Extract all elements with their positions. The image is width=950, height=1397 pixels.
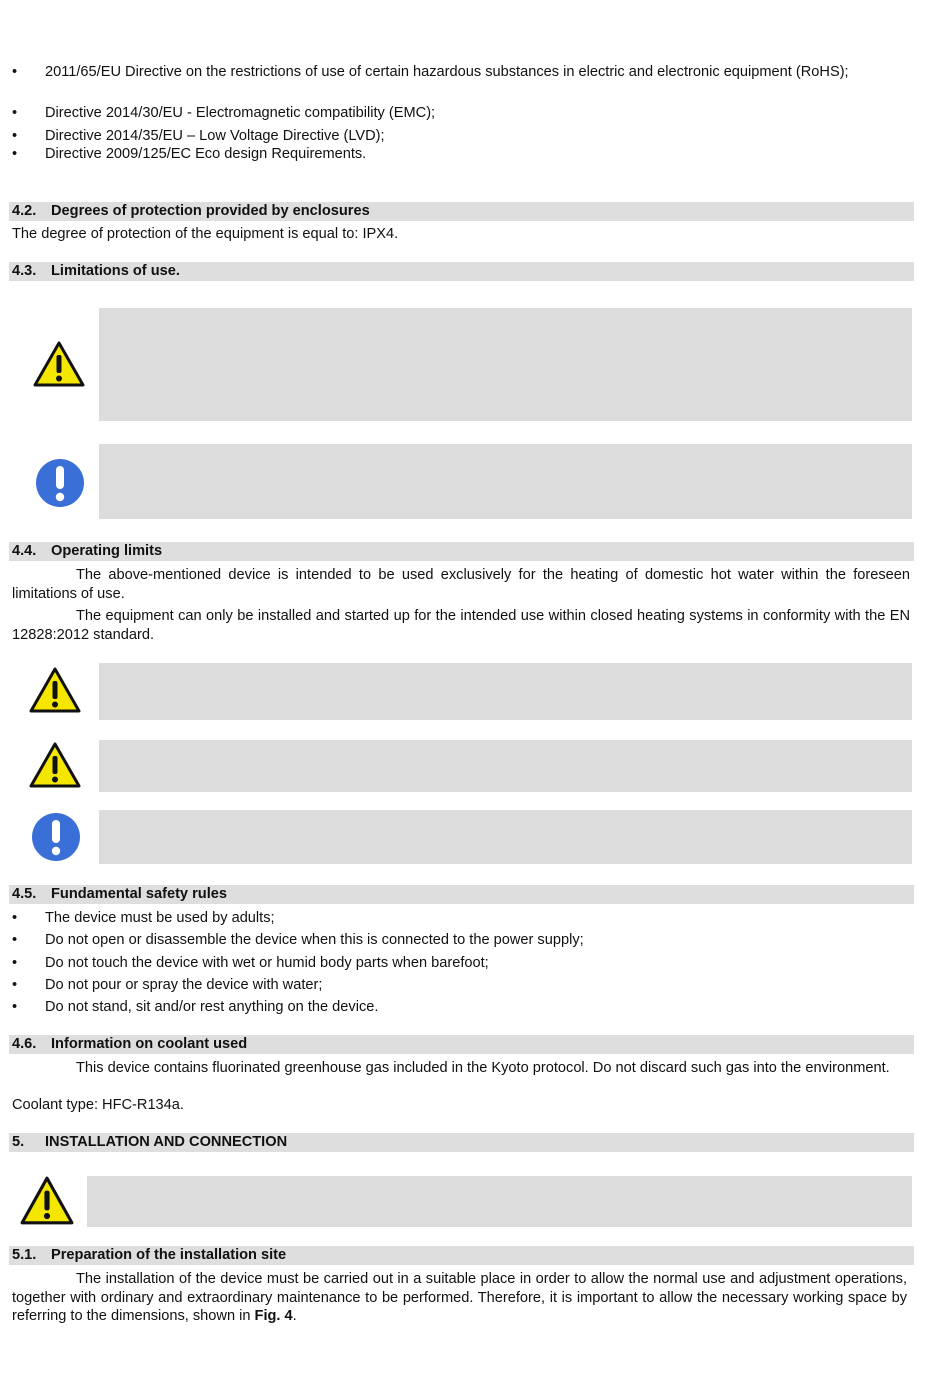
warning-notice-box	[99, 740, 912, 792]
section-number: 4.2.	[12, 203, 37, 219]
section-number: 4.4.	[12, 543, 37, 559]
section-title: Fundamental safety rules	[51, 886, 227, 902]
bullet: •	[12, 64, 18, 80]
figure-reference: Fig. 4	[254, 1308, 293, 1324]
section-header-4-3	[9, 262, 914, 281]
section-number: 4.3.	[12, 263, 37, 279]
list-item-text: 2011/65/EU Directive on the restrictions of use of certain hazardous substances in electric and electronic equipment (RoHS);	[45, 64, 849, 80]
list-item-text: Do not pour or spray the device with water;	[45, 977, 323, 993]
section-title: Information on coolant used	[51, 1036, 248, 1052]
information-notice-box	[99, 444, 912, 519]
section-header-5-1	[9, 1246, 914, 1265]
bullet: •	[12, 932, 18, 948]
list-item-text: Directive 2014/35/EU – Low Voltage Directive (LVD);	[45, 128, 385, 144]
section-header-4-5	[9, 885, 914, 904]
paragraph-end: .	[292, 1308, 297, 1324]
information-notice-box	[99, 810, 912, 864]
warning-notice-box	[99, 308, 912, 421]
bullet: •	[12, 955, 18, 971]
list-item-text: Do not open or disassemble the device when this is connected to the power supply;	[45, 932, 584, 948]
section-title: Limitations of use.	[51, 263, 180, 279]
warning-notice-box	[99, 663, 912, 720]
section-header-4-4	[9, 542, 914, 561]
warning-triangle-icon	[28, 666, 82, 714]
bullet: •	[12, 146, 18, 162]
list-item-text: Do not stand, sit and/or rest anything on the device.	[45, 999, 379, 1015]
mandatory-exclamation-icon	[35, 458, 85, 508]
bullet: •	[12, 977, 18, 993]
section-title: INSTALLATION AND CONNECTION	[45, 1134, 288, 1150]
paragraph: The degree of protection of the equipment is equal to: IPX4.	[12, 226, 399, 242]
paragraph	[12, 1059, 910, 1078]
warning-triangle-icon	[32, 340, 86, 388]
section-number: 5.	[12, 1134, 25, 1150]
paragraph	[12, 1270, 907, 1326]
bullet: •	[12, 999, 18, 1015]
section-title: Degrees of protection provided by enclosures	[51, 203, 370, 219]
bullet: •	[12, 105, 18, 121]
section-header-4-2	[9, 202, 914, 221]
list-item-text: Directive 2009/125/EC Eco design Requirements.	[45, 146, 367, 162]
mandatory-exclamation-icon	[31, 812, 81, 862]
section-header-5	[9, 1133, 914, 1152]
section-title: Preparation of the installation site	[51, 1247, 287, 1263]
warning-triangle-icon	[28, 741, 82, 789]
section-title: Operating limits	[51, 543, 163, 559]
paragraph	[12, 566, 910, 603]
section-number: 5.1.	[12, 1247, 37, 1263]
paragraph-text: The above-mentioned device is intended to be used exclusively for the heating of domestic hot water within the foreseen limitations of use.	[12, 567, 910, 602]
paragraph: Coolant type: HFC-R134a.	[12, 1097, 184, 1113]
section-number: 4.6.	[12, 1036, 37, 1052]
warning-notice-box	[87, 1176, 912, 1227]
list-item-text: The device must be used by adults;	[45, 910, 275, 926]
paragraph	[12, 607, 910, 644]
paragraph-text: The installation of the device must be carried out in a suitable place in order to allow the normal use and adjustment operations, together with ordinary and extraordinary maintenance to be performed. Therefore, it is important to allow the necessary working space by referring to the dimensions, shown in	[12, 1271, 907, 1324]
warning-triangle-icon	[19, 1175, 75, 1227]
section-number: 4.5.	[12, 886, 37, 902]
bullet: •	[12, 128, 18, 144]
bullet: •	[12, 910, 18, 926]
paragraph-text: The equipment can only be installed and started up for the intended use within closed heating systems in conformity with the EN 12828:2012 standard.	[12, 608, 910, 643]
list-item-text: Do not touch the device with wet or humid body parts when barefoot;	[45, 955, 489, 971]
section-header-4-6	[9, 1035, 914, 1054]
paragraph-text: This device contains fluorinated greenhouse gas included in the Kyoto protocol. Do not discard such gas into the environment.	[76, 1060, 890, 1076]
list-item-text: Directive 2014/30/EU - Electromagnetic compatibility (EMC);	[45, 105, 436, 121]
